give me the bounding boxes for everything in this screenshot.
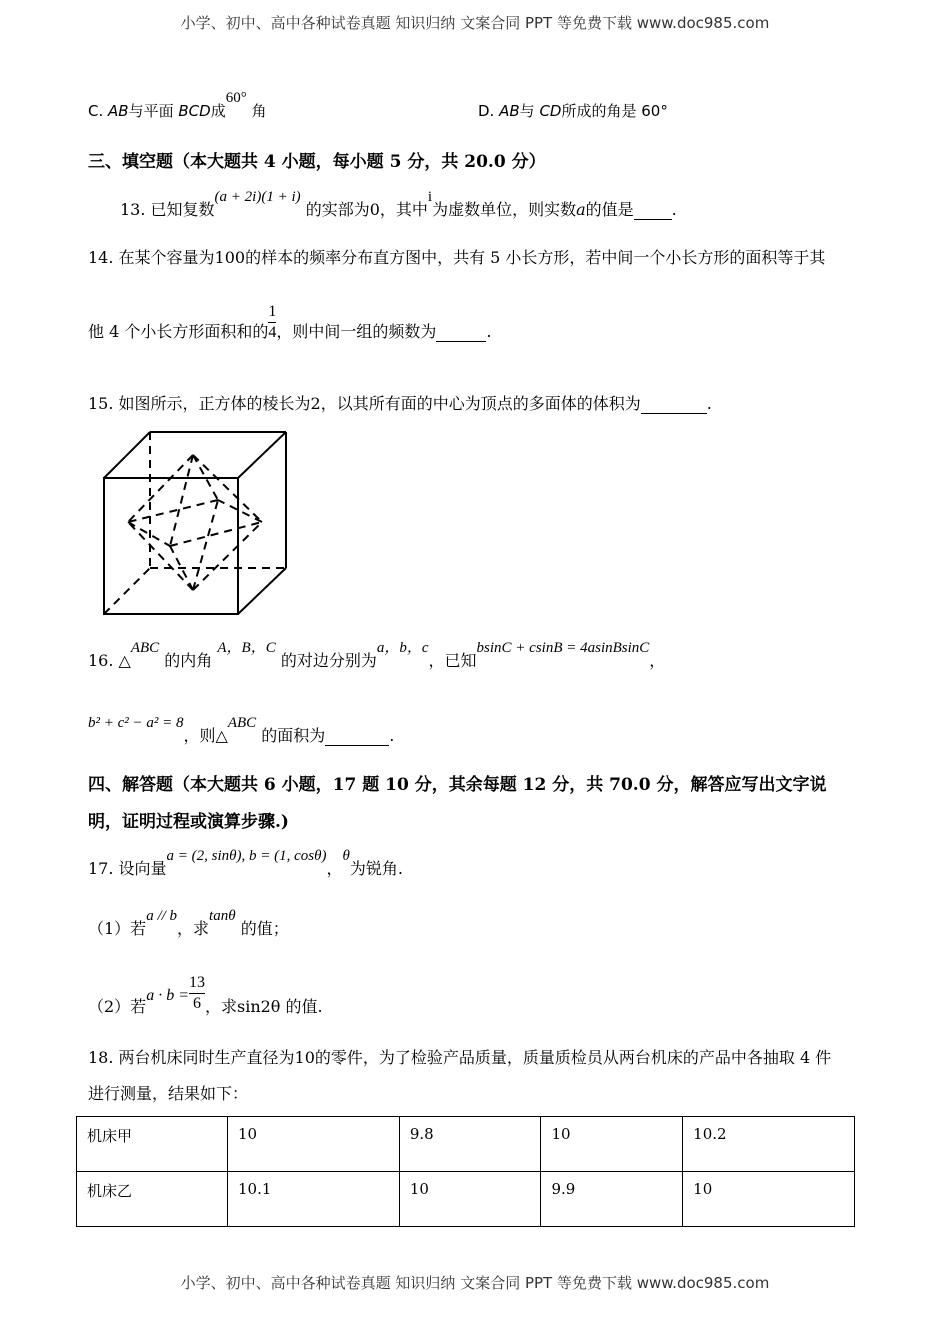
question-13: 13. 已知复数(a + 2i)(1 + i) 的实部为0，其中i为虚数单位，则实数a的值是 . [120,189,677,219]
question-14-line1: 14. 在某个容量为100的样本的频率分布直方图中，共有 5 小长方形，若中间一个小长方形的面积等于其 [88,248,826,267]
question-15: 15. 如图所示，正方体的棱长为2，以其所有面的中心为顶点的多面体的体积为 . [88,394,712,413]
question-18-line2: 进行测量，结果如下： [88,1084,249,1103]
page-footer: 小学、初中、高中各种试卷真题 知识归纳 文案合同 PPT 等免费下载 www.doc985.com [180,1274,770,1292]
question-18-line1: 18. 两台机床同时生产直径为10的零件，为了检验产品质量，质量质检员从两台机床的产品中各抽取 4 件 [88,1048,832,1067]
question-17-part1: （1）若a // b，求tanθ 的值； [88,908,289,938]
section-4-heading-line2: 明，证明过程或演算步骤.) [88,812,289,832]
table-row: 机床乙 10.1 10 9.9 10 [77,1172,855,1227]
page-header: 小学、初中、高中各种试卷真题 知识归纳 文案合同 PPT 等免费下载 www.doc985.com [180,14,770,32]
question-17: 17. 设向量a = (2, sinθ), b = (1, cosθ)，θ为锐角. [88,848,403,878]
section-4-heading-line1: 四、解答题（本大题共 6 小题，17 题 10 分，其余每题 12 分，共 70.0 分，解答应写出文字说 [88,775,827,795]
option-c: C. AB与平面 BCD成60° 角 [88,90,267,120]
question-16-line1: 16. △ABC 的内角 A，B，C 的对边分别为a，b，c，已知bsinC + csinB = 4asinBsinC， [88,640,666,670]
table-row: 机床甲 10 9.8 10 10.2 [77,1117,855,1172]
question-16-line2: b² + c² − a² = 8，则△ABC 的面积为 . [88,715,395,745]
option-d: D. AB与 CD所成的角是 60° [478,102,668,120]
question-14-line2: 他 4 个小长方形面积和的 $\frac{1}{4}$ ，则中间一组的频数为 . [88,303,492,341]
measurement-table [76,1116,855,1227]
question-17-part2: （2）若a · b = $\frac{13}{6}$ ，求sin2θ 的值. [88,974,323,1016]
cube-octahedron-figure [95,425,295,625]
section-3-heading: 三、填空题（本大题共 4 小题，每小题 5 分，共 20.0 分） [88,152,546,172]
